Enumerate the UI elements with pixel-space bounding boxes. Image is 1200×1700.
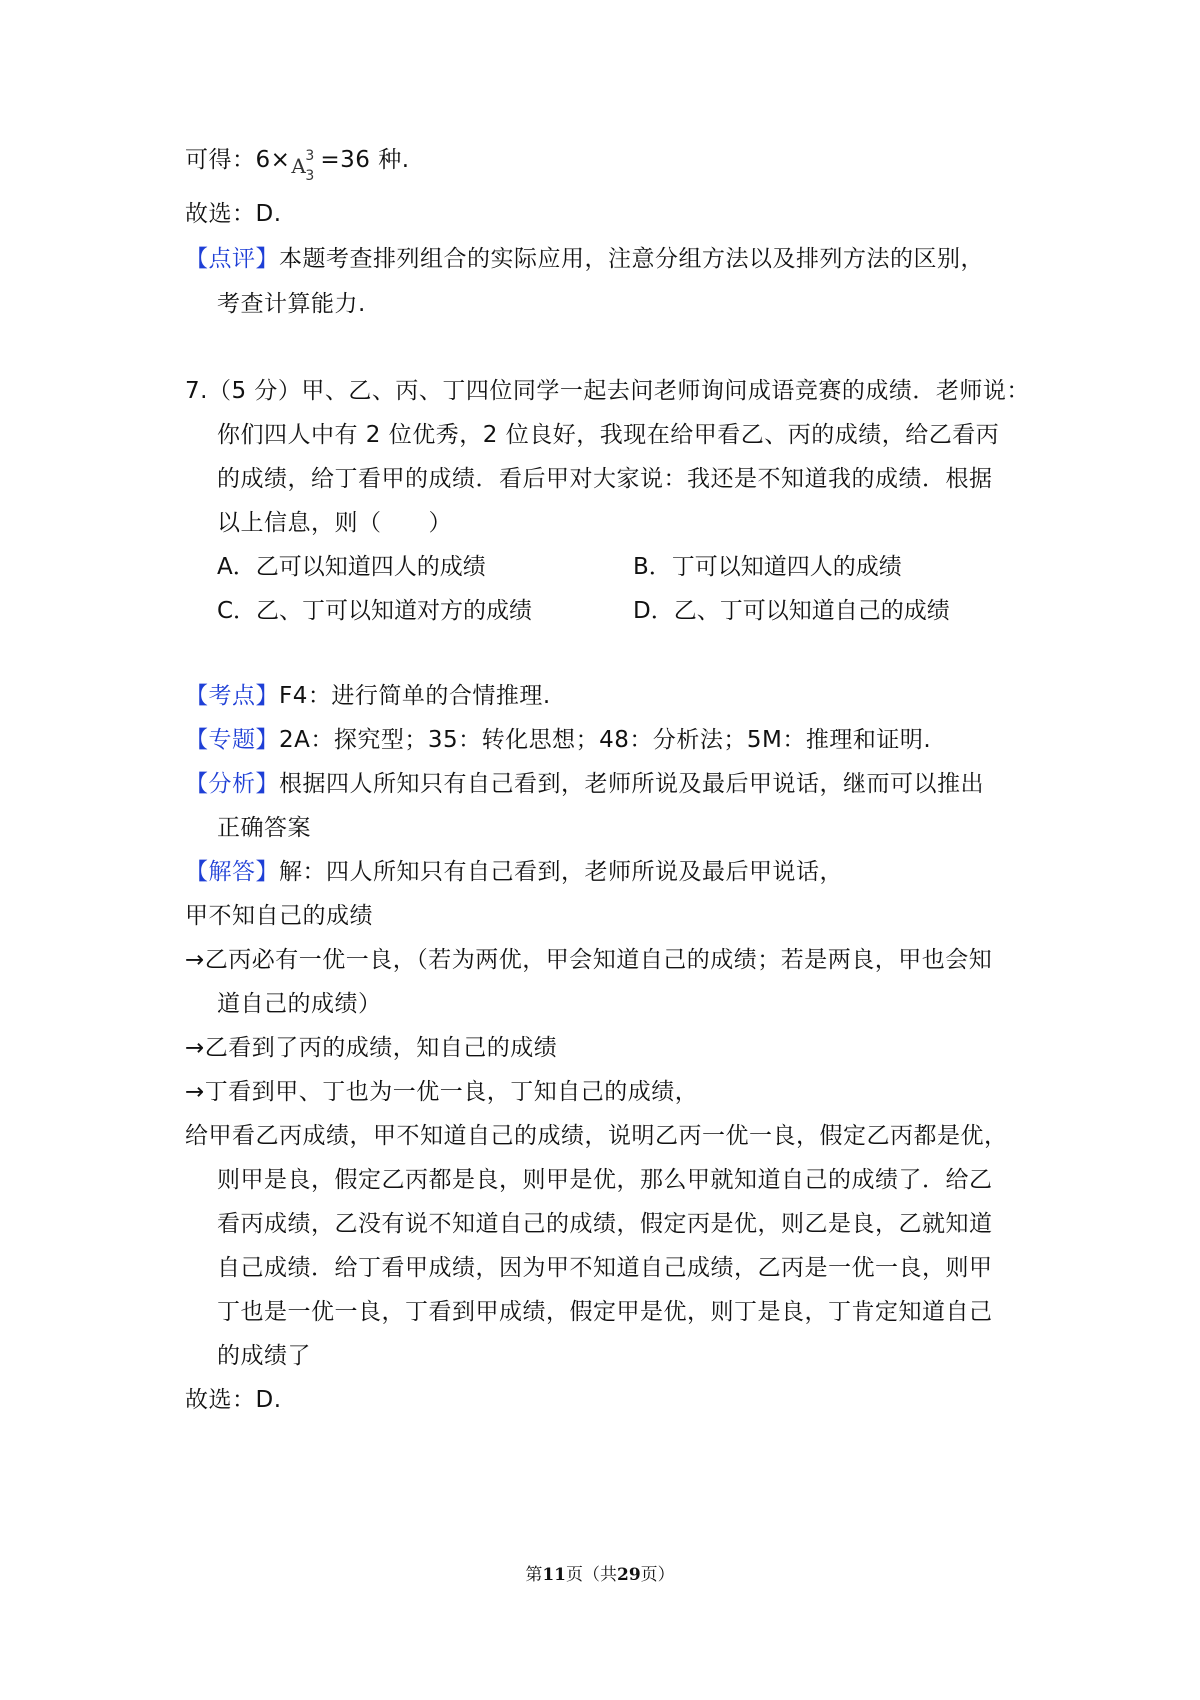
footer-post: 页） — [640, 1565, 675, 1585]
solution-para-line-5: 丁也是一优一良，丁看到甲成绩，假定甲是优，则丁是良，丁肯定知道自己 — [217, 1299, 993, 1325]
solution-step-3: →乙看到了丙的成绩，知自己的成绩 — [185, 1035, 558, 1061]
solution-line — [185, 856, 843, 888]
solution-step-2-cont: 道自己的成绩） — [217, 991, 382, 1017]
permutation-base: A — [291, 154, 307, 178]
option-c: C．乙、丁可以知道对方的成绩 — [217, 598, 533, 624]
topic-text: 2A：探究型；35：转化思想；48：分析法；5M：推理和证明. — [279, 727, 932, 753]
solution-para-line-3: 看丙成绩，乙没有说不知道自己的成绩，假定丙是优，则乙是良，乙就知道 — [217, 1211, 993, 1237]
analysis-tag: 【分析】 — [185, 771, 279, 797]
answer-line-1: 故选：D. — [185, 201, 282, 227]
solution-para-line-2: 则甲是良，假定乙丙都是良，则甲是优，那么甲就知道自己的成绩了．给乙 — [217, 1167, 993, 1193]
knowledge-point-line — [185, 680, 551, 712]
footer-page-number: 11 — [542, 1565, 566, 1585]
solution-step-2: →乙丙必有一优一良，（若为两优，甲会知道自己的成绩；若是两良，甲也会知 — [185, 947, 993, 973]
analysis-line — [185, 768, 984, 800]
formula-suffix: =36 种. — [320, 147, 410, 173]
permutation-sup: 3 — [305, 148, 315, 164]
question-7-line-4: 以上信息，则（ ） — [217, 510, 452, 536]
comment-text: 本题考查排列组合的实际应用，注意分组方法以及排列方法的区别， — [279, 246, 984, 272]
comment-line-2: 考查计算能力. — [217, 291, 366, 317]
footer-mid: 页（共 — [566, 1565, 617, 1585]
comment-line — [185, 243, 984, 275]
question-7-line-2: 你们四人中有 2 位优秀，2 位良好，我现在给甲看乙、丙的成绩，给乙看丙 — [217, 422, 1000, 448]
solution-para-line-1: 给甲看乙丙成绩，甲不知道自己的成绩，说明乙丙一优一良，假定乙丙都是优， — [185, 1123, 1008, 1149]
solution-para-line-6: 的成绩了 — [217, 1343, 311, 1369]
formula-line — [185, 144, 410, 184]
option-a: A．乙可以知道四人的成绩 — [217, 554, 486, 580]
permutation-sub: 3 — [305, 168, 315, 184]
question-7-line-1: 7.（5 分）甲、乙、丙、丁四位同学一起去问老师询问成语竞赛的成绩．老师说： — [185, 378, 1030, 404]
footer-total-pages: 29 — [617, 1565, 641, 1585]
page-footer — [0, 1560, 1200, 1585]
option-d: D．乙、丁可以知道自己的成绩 — [633, 598, 950, 624]
permutation-symbol — [291, 144, 319, 184]
option-b: B．丁可以知道四人的成绩 — [633, 554, 902, 580]
solution-tag: 【解答】 — [185, 859, 279, 885]
answer-line-2: 故选：D. — [185, 1387, 282, 1413]
footer-pre: 第 — [525, 1565, 543, 1585]
analysis-text: 根据四人所知只有自己看到，老师所说及最后甲说话，继而可以推出 — [279, 771, 984, 797]
solution-text: 解：四人所知只有自己看到，老师所说及最后甲说话， — [279, 859, 843, 885]
analysis-line-2: 正确答案 — [217, 815, 311, 841]
formula-prefix: 可得：6× — [185, 147, 291, 173]
knowledge-point-tag: 【考点】 — [185, 683, 279, 709]
knowledge-point-text: F4：进行简单的合情推理. — [279, 683, 551, 709]
solution-step-1: 甲不知自己的成绩 — [185, 903, 373, 929]
topic-line — [185, 724, 931, 756]
question-7-line-3: 的成绩，给丁看甲的成绩．看后甲对大家说：我还是不知道我的成绩．根据 — [217, 466, 993, 492]
comment-tag: 【点评】 — [185, 246, 279, 272]
solution-step-4: →丁看到甲、丁也为一优一良，丁知自己的成绩， — [185, 1079, 699, 1105]
topic-tag: 【专题】 — [185, 727, 279, 753]
solution-para-line-4: 自己成绩．给丁看甲成绩，因为甲不知道自己成绩，乙丙是一优一良，则甲 — [217, 1255, 993, 1281]
